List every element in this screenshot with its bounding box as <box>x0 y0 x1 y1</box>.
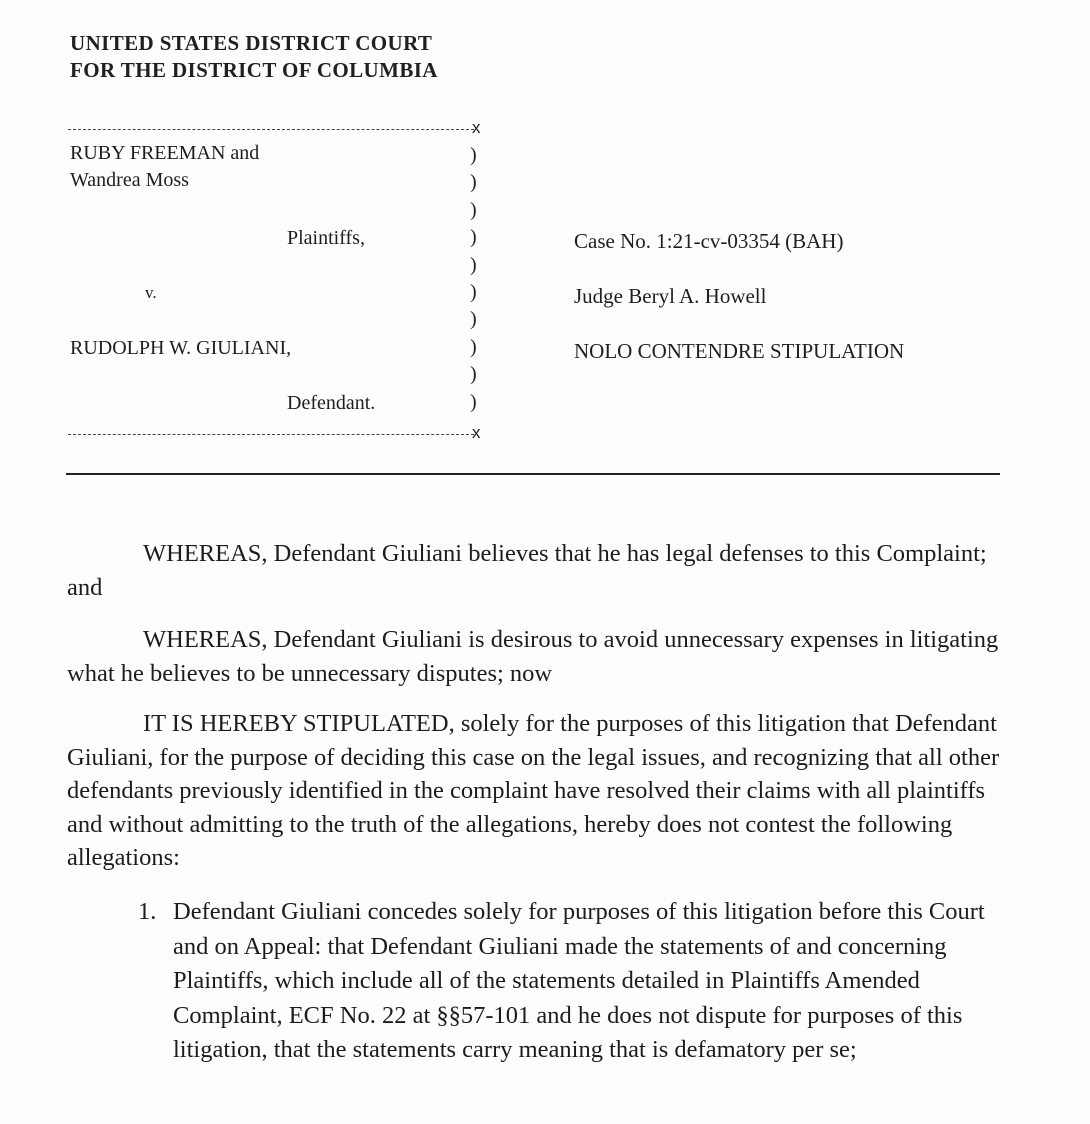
caption-top-x-mark: x <box>472 118 481 137</box>
caption-paren-column <box>470 142 477 416</box>
caption-paren: ) <box>470 308 477 331</box>
plaintiffs-label: Plaintiffs, <box>287 227 365 249</box>
paragraph-text: WHEREAS, Defendant Giuliani believes that he has legal defenses to this Complaint; and <box>67 540 987 601</box>
stipulation-paragraph <box>67 707 1002 875</box>
defendant-name: RUDOLPH W. GIULIANI, <box>70 337 292 359</box>
list-item-number: 1. <box>138 898 157 925</box>
caption-paren: ) <box>470 363 477 386</box>
plaintiff-name-line2: Wandrea Moss <box>70 169 189 191</box>
court-name-line1: UNITED STATES DISTRICT COURT <box>70 31 433 55</box>
caption-divider-rule <box>66 473 1000 475</box>
caption-paren: ) <box>470 335 477 358</box>
caption-bottom-dashed-line <box>68 434 474 435</box>
caption-paren: ) <box>470 198 477 221</box>
versus-label: v. <box>145 283 157 302</box>
judge-name: Judge Beryl A. Howell <box>574 284 767 308</box>
caption-paren: ) <box>470 226 477 249</box>
court-header <box>70 30 438 84</box>
whereas-paragraph-1 <box>67 537 1002 604</box>
caption-paren: ) <box>470 390 477 413</box>
caption-bottom-x-mark: x <box>472 423 481 442</box>
list-item-text: Defendant Giuliani concedes solely for purposes of this litigation before this Court and on Appeal: that Defendant Giuliani made the statements of and concerning Plaintiffs, which include all of the statements detailed in Plaintiffs Amended Complaint, ECF No. 22 at §§57-101 and he does not dispute for purposes of this litigation, that the statements carry meaning that is defamatory per se; <box>173 898 985 1063</box>
caption-paren: ) <box>470 281 477 304</box>
caption-paren: ) <box>470 171 477 194</box>
document-title: NOLO CONTENDRE STIPULATION <box>574 339 905 363</box>
court-name-line2: FOR THE DISTRICT OF COLUMBIA <box>70 58 438 82</box>
case-number: Case No. 1:21-cv-03354 (BAH) <box>574 229 844 253</box>
whereas-paragraph-2 <box>67 623 1002 690</box>
caption-paren: ) <box>470 253 477 276</box>
plaintiff-name-line1: RUBY FREEMAN and <box>70 142 260 164</box>
paragraph-text: WHEREAS, Defendant Giuliani is desirous to avoid unnecessary expenses in litigating what he believes to be unnecessary disputes; now <box>67 626 999 687</box>
caption-top-dashed-line <box>68 129 474 130</box>
caption-paren: ) <box>470 144 477 166</box>
paragraph-text: IT IS HEREBY STIPULATED, solely for the purposes of this litigation that Defendant Giuliani, for the purpose of deciding this case on the legal issues, and recognizing that all other defendants previously identified in the complaint have resolved their claims with all plaintiffs and without admitting to the truth of the allegations, hereby does not contest the following allegations: <box>67 710 1000 871</box>
defendant-label: Defendant. <box>287 392 376 414</box>
